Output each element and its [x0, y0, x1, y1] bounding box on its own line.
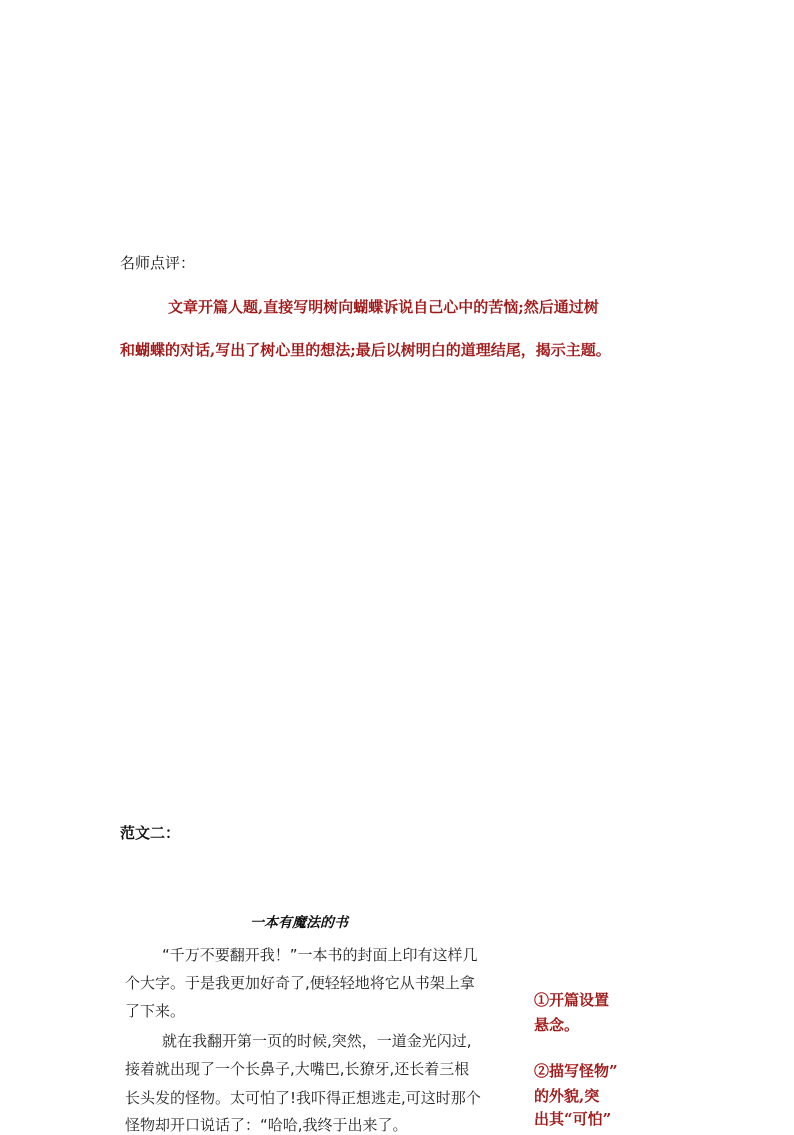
comment-line-1: 文章开篇人题,直接写明树向蝴蝶诉说自己心中的苦恼;然后通过树	[168, 298, 599, 316]
margin-note-4: 的外貌,突	[534, 1087, 600, 1105]
margin-note-3: ②描写怪物”	[534, 1062, 618, 1080]
comment-label: 名师点评：	[120, 254, 196, 272]
essay-line-4: 就在我翻开第一页的时候,突然，一道金光闪过,	[162, 1032, 472, 1050]
margin-note-2: 悬念。	[534, 1016, 580, 1034]
margin-note-5: 出其“可怕”	[534, 1110, 612, 1128]
essay-line-1: “千万不要翻开我！”一本书的封面上印有这样几	[162, 946, 478, 964]
essay-line-2: 个大字。于是我更加好奇了,便轻轻地将它从书架上拿	[125, 974, 475, 992]
essay-line-6: 长头发的怪物。太可怕了!我吓得正想逃走,可这时那个	[125, 1089, 481, 1107]
essay-line-7: 怪物却开口说话了：“哈哈,我终于出来了。	[125, 1116, 408, 1134]
essay-line-3: 了下来。	[125, 1002, 186, 1020]
sample-label: 范文二：	[120, 824, 181, 842]
essay-title: 一本有魔法的书	[250, 915, 348, 931]
margin-note-1: ①开篇设置	[534, 991, 610, 1009]
essay-line-5: 接着就出现了一个长鼻子,大嘴巴,长獠牙,还长着三根	[125, 1060, 470, 1078]
comment-line-2: 和蝴蝶的对话,写出了树心里的想法;最后以树明白的道理结尾，揭示主题。	[120, 341, 611, 359]
